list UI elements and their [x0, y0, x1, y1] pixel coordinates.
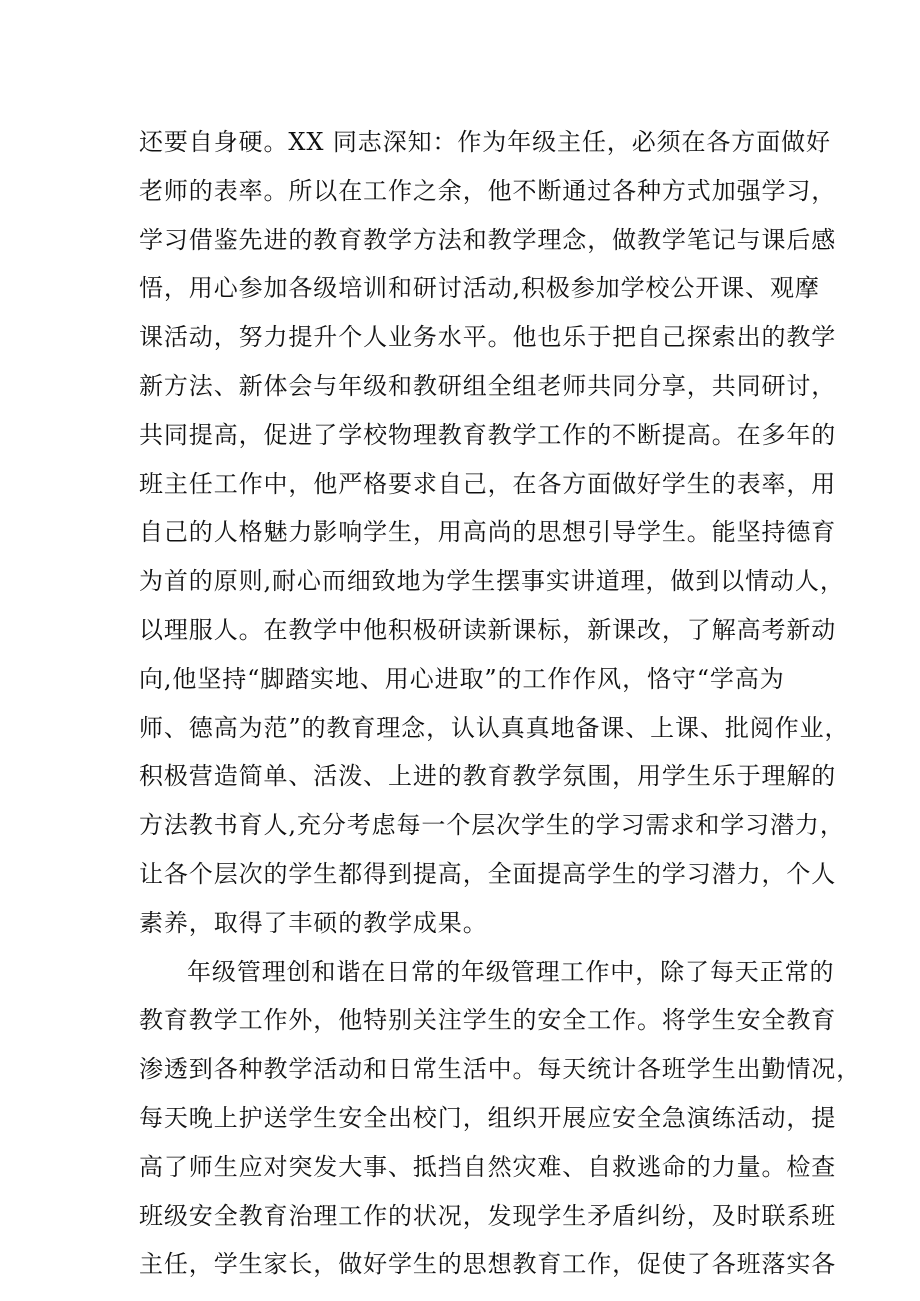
document-body: [139, 118, 862, 1289]
text-line: 自己的人格魅力影响学生，用高尚的思想引导学生。能坚持德育: [139, 518, 837, 547]
text-line: 每天晚上护送学生安全出校门，组织开展应安全急演练活动，提: [139, 1103, 837, 1132]
text-line: 方法教书育人,充分考虑每一个层次学生的学习需求和学习潜力，: [139, 811, 845, 840]
text-line: 教育教学工作外，他特别关注学生的安全工作。将学生安全教育: [139, 1006, 837, 1035]
text-line: 课活动，努力提升个人业务水平。他也乐于把自己探索出的教学: [139, 323, 837, 352]
text-line: 学习借鉴先进的教育教学方法和教学理念，做教学笔记与课后感: [139, 225, 837, 254]
text-line: 班主任工作中，他严格要求自己，在各方面做好学生的表率，用: [139, 469, 837, 498]
text-line: 老师的表率。所以在工作之余，他不断通过各种方式加强学习，: [139, 176, 837, 205]
text-line: 素养，取得了丰硕的教学成果。: [139, 908, 488, 937]
text-line: 新方法、新体会与年级和教研组全组老师共同分享，共同研讨，: [139, 371, 837, 400]
text-line: 年级管理创和谐在日常的年级管理工作中，除了每天正常的: [187, 957, 835, 986]
text-line: 以理服人。在教学中他积极研读新课标，新课改，了解高考新动: [139, 615, 837, 644]
text-line: 还要自身硬。XX 同志深知：作为年级主任，必须在各方面做好: [139, 128, 831, 156]
paragraph-2: [139, 948, 862, 1290]
text-line: 高了师生应对突发大事、抵挡自然灾难、自救逃命的力量。检查: [139, 1152, 837, 1181]
text-line: 向,他坚持“脚踏实地、用心进取”的工作作风，恪守“学高为: [139, 664, 785, 693]
text-line: 师、德高为范”的教育理念，认认真真地备课、上课、批阅作业，: [139, 713, 850, 742]
text-line: 渗透到各种教学活动和日常生活中。每天统计各班学生出勤情况，: [139, 1055, 862, 1084]
text-line: 为首的原则,耐心而细致地为学生摆事实讲道理，做到以情动人，: [139, 567, 845, 596]
text-line: 班级安全教育治理工作的状况，发现学生矛盾纠纷，及时联系班: [139, 1201, 837, 1230]
text-line: 让各个层次的学生都得到提高，全面提高学生的学习潜力，个人: [139, 859, 837, 888]
text-line: 积极营造简单、活泼、上进的教育教学氛围，用学生乐于理解的: [139, 762, 837, 791]
text-line: 共同提高，促进了学校物理教育教学工作的不断提高。在多年的: [139, 420, 837, 449]
text-line: 主任，学生家长，做好学生的思想教育工作，促使了各班落实各: [139, 1250, 837, 1279]
text-line: 悟，用心参加各级培训和研讨活动,积极参加学校公开课、观摩: [139, 274, 820, 303]
paragraph-1: [139, 118, 850, 948]
